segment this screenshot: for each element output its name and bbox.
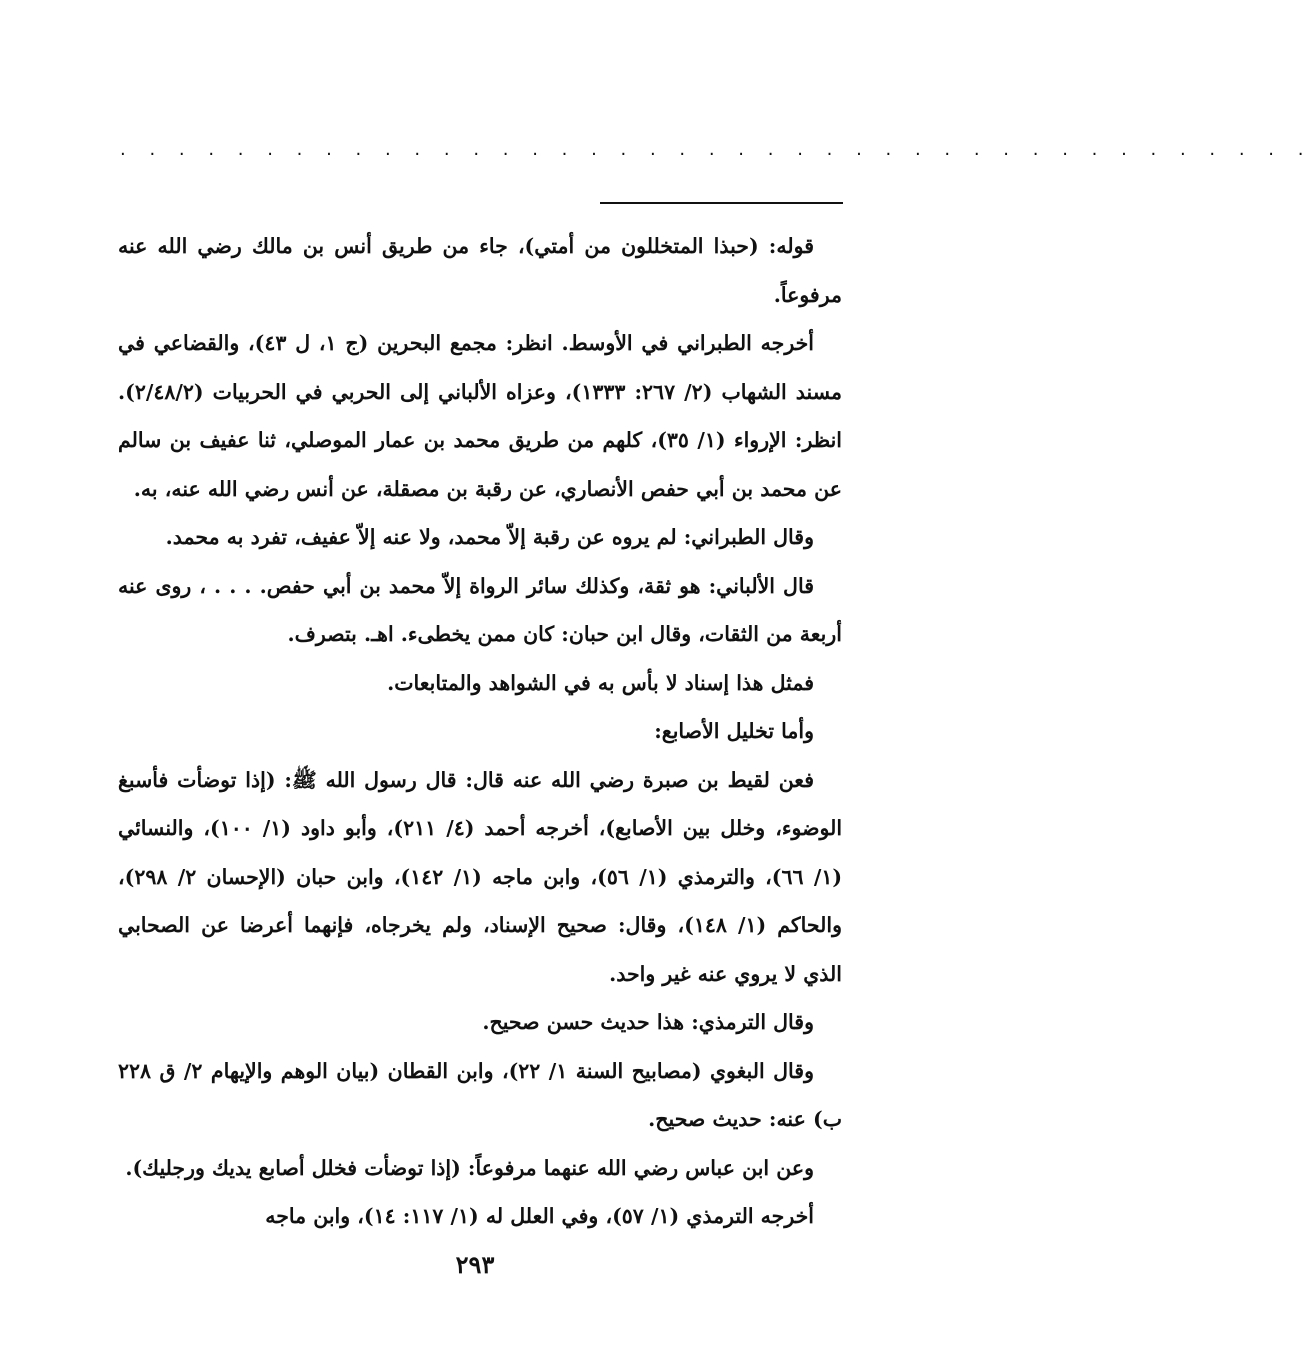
footnote-rule [600, 202, 843, 204]
paragraph: فعن لقيط بن صبرة رضي الله عنه قال: قال رسول الله ﷺ: (إذا توضأت فأسبغ الوضوء، وخلل بين الأصابع)، أخرجه أحمد (٤/ ٢١١)، وأبو داود (١/ ١٠٠)، والنسائي (١/ ٦٦)، والترمذي (١/ ٥٦)، وابن ماجه (١/ ١٤٢)، وابن حبان (الإحسان ٢/ ٢٩٨)، والحاكم (١/ ١٤٨)، وقال: صحيح الإسناد، ولم يخرجاه، فإنهما أعرضا عن الصحابي الذي لا يروي عنه غير واحد. [118, 767, 843, 986]
dotted-separator: . . . . . . . . . . . . . . . . . . . . . . . . . . . . . . . . . . . . . . . . . [120, 139, 1312, 160]
paragraph: قوله: (حبذا المتخللون من أمتي)، جاء من طريق أنس بن مالك رضي الله عنه مرفوعاً. [118, 234, 842, 307]
paragraph: أخرجه الترمذي (١/ ٥٧)، وفي العلل له (١/ ١١٧: ١٤)، وابن ماجه [265, 1204, 814, 1228]
paragraph: أخرجه الطبراني في الأوسط. انظر: مجمع البحرين (ج ١، ل ٤٣)، والقضاعي في مسند الشهاب (٢/ ٢٦٧: ١٣٣٣)، وعزاه الألباني إلى الحربي في الحربيات (٢/٤٨/٢). انظر: الإرواء (١/ ٣٥)، كلهم من طريق محمد بن عمار الموصلي، ثنا عفيف بن سالم عن محمد بن أبي حفص الأنصاري، عن رقبة بن مصقلة، عن أنس رضي الله عنه، به. [118, 331, 842, 501]
footnote-text [118, 222, 842, 1241]
page-number: ٢٩٣ [455, 1250, 495, 1279]
paragraph: وأما تخليل الأصابع: [654, 719, 814, 743]
paragraph: وقال الطبراني: لم يروه عن رقبة إلاّ محمد، ولا عنه إلاّ عفيف، تفرد به محمد. [165, 525, 814, 549]
paragraph: فمثل هذا إسناد لا بأس به في الشواهد والمتابعات. [387, 670, 814, 695]
paragraph: وقال الترمذي: هذا حديث حسن صحيح. [482, 1010, 814, 1034]
paragraph: وقال البغوي (مصابيح السنة ١/ ٢٢)، وابن القطان (بيان الوهم والإيهام ٢/ ق ٢٢٨ ب) عنه: حديث صحيح. [118, 1058, 842, 1131]
paragraph: وعن ابن عباس رضي الله عنهما مرفوعاً: (إذا توضأت فخلل أصابع يديك ورجليك). [125, 1155, 814, 1180]
paragraph: قال الألباني: هو ثقة، وكذلك سائر الرواة إلاّ محمد بن أبي حفص. . . . ، روى عنه أربعة من الثقات، وقال ابن حبان: كان ممن يخطىء. اهـ. بتصرف. [118, 573, 842, 646]
